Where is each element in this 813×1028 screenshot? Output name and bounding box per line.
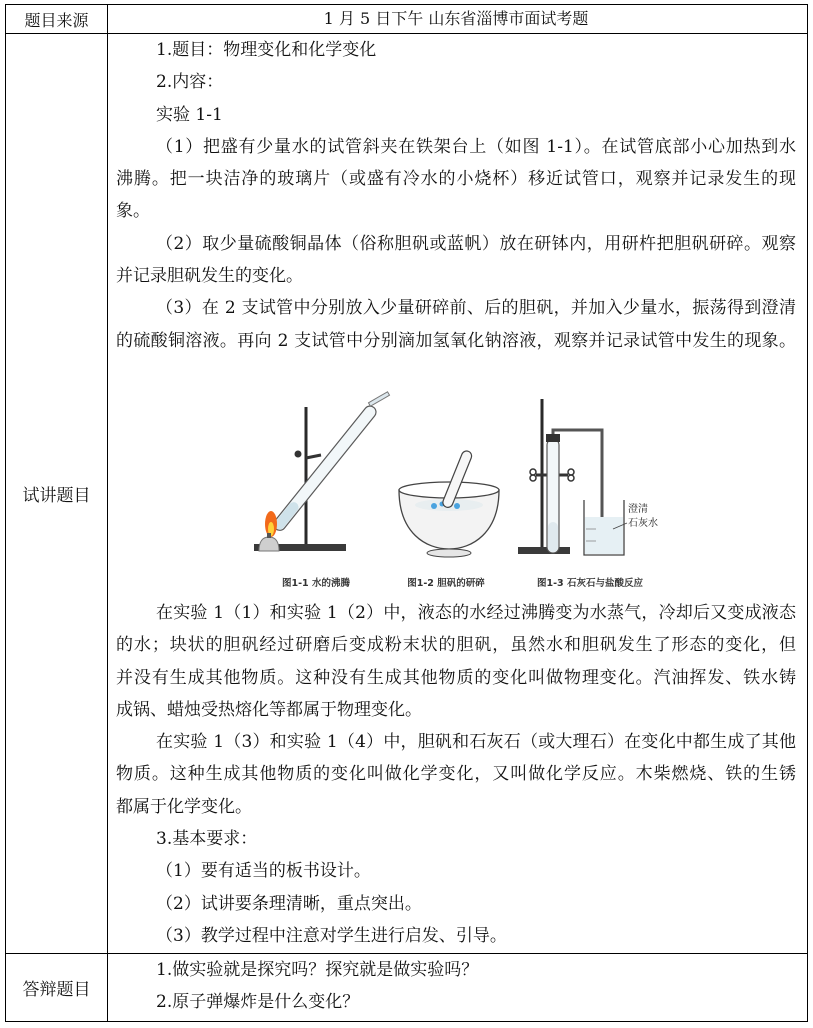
crystal: [431, 503, 437, 509]
stopper: [546, 434, 560, 442]
mortar-foot: [427, 549, 471, 557]
acid-liquid: [548, 522, 558, 552]
figure-limestone-acid: [518, 399, 658, 555]
clamp-arm: [306, 455, 321, 458]
figure-boiling-water: [254, 392, 390, 551]
explanation-1-line: 在实验 1（1）和实验 1（2）中，液态的水经过沸腾变为水蒸气，冷却后又变成液态: [156, 602, 796, 623]
requirement-item: （2）试讲要条理清晰，重点突出。: [156, 893, 422, 914]
clamp-knob: [568, 469, 574, 475]
requirements-label: 3.基本要求：: [156, 829, 258, 850]
lecture-row: [6, 33, 807, 953]
stand-base: [518, 547, 570, 554]
crystal: [454, 503, 460, 509]
experiment-label: 实验 1-1: [156, 104, 223, 125]
figure-1-3-caption: 图1-3 石灰石与盐酸反应: [537, 577, 643, 589]
step-1-line: 象。: [116, 201, 150, 222]
source-row: [6, 5, 807, 33]
lecture-label: 试讲题目: [6, 34, 108, 953]
defense-label: 答辩题目: [6, 954, 108, 1021]
content-label: 2.内容：: [156, 72, 224, 93]
glass-plate: [368, 392, 389, 406]
defense-question: 2.原子弹爆炸是什么变化？: [156, 992, 360, 1013]
explanation-2-line: 在实验 1（3）和实验 1（4）中，胆矾和石灰石（或大理石）在变化中都生成了其他: [156, 732, 796, 753]
step-2-line: 并记录胆矾发生的变化。: [116, 266, 303, 287]
step-3-line: （3）在 2 支试管中分别放入少量研碎前、后的胆矾，并加入少量水，振荡得到澄清: [156, 298, 796, 319]
alcohol-lamp: [259, 533, 279, 551]
lecture-body: [108, 34, 807, 953]
figure-1-1-caption: 图1-1 水的沸腾: [282, 577, 350, 589]
defense-row: [6, 953, 807, 1021]
exam-table: [5, 4, 808, 1022]
clamp-knob: [530, 475, 536, 481]
explanation-1-line: 成锅、蜡烛受热熔化等都属于物理变化。: [116, 699, 422, 720]
step-1-line: （1）把盛有少量水的试管斜夹在铁架台上（如图 1-1）。在试管底部小心加热到水: [156, 136, 796, 157]
explanation-1-line: 并没有生成其他物质。这种没有生成其他物质的变化叫做物理变化。汽油挥发、铁水铸: [116, 667, 796, 688]
requirement-item: （1）要有适当的板书设计。: [156, 861, 371, 882]
limewater-label: 石灰水: [628, 517, 658, 529]
experiment-figures: [116, 357, 796, 597]
lecture-title: 1.题目：物理变化和化学变化: [156, 40, 377, 60]
explanation-2-line: 物质。这种生成其他物质的变化叫做化学变化，又叫做化学反应。木柴燃烧、铁的生锈: [116, 764, 796, 785]
source-value: 1 月 5 日下午 山东省淄博市面试考题: [323, 9, 589, 28]
limewater-label: 澄清: [628, 503, 648, 515]
figure-1-2-caption: 图1-2 胆矾的研碎: [407, 577, 485, 589]
clamp-knob: [530, 469, 536, 475]
test-tube: [271, 404, 378, 533]
defense-body: [108, 954, 807, 1021]
clamp-knob: [295, 450, 302, 457]
explanation-2-line: 都属于化学变化。: [116, 796, 252, 817]
step-2-line: （2）取少量硫酸铜晶体（俗称胆矾或蓝帆）放在研钵内，用研杵把胆矾研碎。观察: [156, 233, 796, 254]
explanation-1-line: 的水；块状的胆矾经过研磨后变成粉末状的胆矾，虽然水和胆矾发生了形态的变化，但: [116, 635, 796, 656]
source-label: 题目来源: [6, 5, 108, 33]
defense-question: 1.做实验就是探究吗？探究就是做实验吗？: [156, 960, 479, 980]
limewater: [585, 517, 623, 554]
step-3-line: 的硫酸铜溶液。再向 2 支试管中分别滴加氢氧化钠溶液，观察并记录试管中发生的现象。: [116, 330, 796, 351]
step-1-line: 沸腾。把一块洁净的玻璃片（或盛有冷水的小烧杯）移近试管口，观察并记录发生的现: [116, 169, 796, 190]
clamp-knob: [568, 475, 574, 481]
figure-mortar: [399, 449, 499, 557]
requirement-item: （3）教学过程中注意对学生进行启发、引导。: [156, 925, 507, 946]
